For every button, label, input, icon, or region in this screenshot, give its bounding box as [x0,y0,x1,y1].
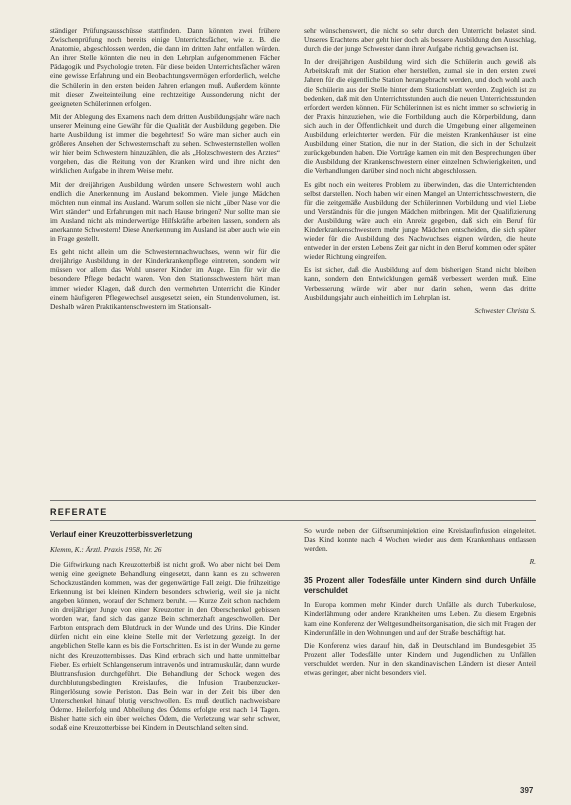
section-heading: REFERATE [50,507,108,517]
referat-title: 35 Prozent aller Todesfälle unter Kindern sind durch Unfälle verschuldet [304,576,536,595]
section-divider-bottom [50,520,536,521]
paragraph: Es ist sicher, daß die Ausbildung auf dem bisherigen Stand nicht bleiben kann, sondern den Entwicklungen gemäß verbessert werden muß. Eine Verbesserung würde wir aber nur darin sehen, wenn das dritte Ausbildungsjahr auch einheitlich im Lehrplan ist. [304,265,536,302]
article-column-right [304,26,536,315]
referat-citation: Klemm, K.: Ärztl. Praxis 1958, Nr. 26 [50,544,162,554]
referat-column-left [50,526,280,736]
paragraph: Mit der dreijährigen Ausbildung würden unsere Schwestern wohl auch endlich die Anerkennung im Ausland bekommen. Viele junge Mädchen möchten nun einmal ins Ausland. Warum sollen sie nicht „über Nase vor die Wirt ständer“ und Erfahrungen mit nach Hause bringen? Nur sollte man sie im Ausland nicht als minderwertige Hilfskräfte arbeiten lassen, sondern als anerkannte Schwestern! Diese Anerkennung im Ausland ist aber auch wie ein in Frage gestellt. [50,179,280,244]
referat-title: Verlauf einer Kreuzotterbissverletzung [50,530,193,539]
article-column-left [50,26,280,315]
paragraph: In Europa kommen mehr Kinder durch Unfälle als durch Tuberkulose, Kinderlähmung oder andere Krankheiten ums Leben. Zu diesem Ergebnis kam eine Konferenz der Weltgesundheitsorganisation, die sich mit Fragen der Kinderunfälle in den Wohnungen und auf der Straße beschäftigt hat. [304,600,536,637]
author-signature: Schwester Christa S. [474,305,536,315]
referat-column-right [304,526,536,681]
paragraph: So wurde neben der Giftseruminjektion eine Kreislaufinfusion eingeleitet. Das Kind konnte nach 4 Wochen wieder aus dem Krankenhaus entlassen werden. [304,526,536,554]
paragraph: Die Konferenz wies darauf hin, daß in Deutschland im Bundesgebiet 35 Prozent aller Todesfälle unter Kindern und Jugendlichen zu Unfällen verschuldet werden. Nur in den skandinavischen Ländern ist dieser Anteil etwas geringer, aber nicht besonders viel. [304,640,536,678]
paragraph: ständiger Prüfungsausschüsse stattfinden. Dann könnten zwei frühere Zwischenprüfung noch bereits einige Unterrichtsfächer, wie z. B. die Anatomie, abgeschlossen werden, die dann im dritten Jahr entfallen würden. An ihrer Stelle könnten die neu in den Lehrplan aufgenommenen Fächer Pädagogik und Psychologie treten. Für diese beiden Unterrichtsfächer wären eine gewisse Erfahrung und ein Beobachtungsvermögen erforderlich, welche die Schülerin in den ersten beiden Jahren erlangen muß. Außerdem könnte mit dieser Zweiteinteilung eine rechtzeitige Aussonderung nicht der geeigneten Schülerinnen erfolgen. [50,26,280,108]
page-number: 397 [520,786,534,795]
paragraph: Mit der Ablegung des Examens nach dem dritten Ausbildungsjahr wäre nach unserer Meinung eine Gewähr für die Qualität der Ausbildung gegeben. Die harte Ausbildung ist immer die begehrtest! So wäre man sicher auch ein größeres Ansehen der Schwesternschaft zu sehen. Schwesternstellen wollen wir hier beim Schwestern hinzuzählen, die als „Holzschwestern des Arztes“ vorgehen, das die Reitung von der Kranken wird und ihre nicht den wirklichen Aufgabe in ihrem Weise mehr. [50,111,280,176]
paragraph: Es gibt noch ein weiteres Problem zu überwinden, das die Unterrichtenden selbst darstellen. Noch haben wir einen Mangel an Unterrichtsschwestern, die für die zeitgemäße Ausbildung der Schülerinnen Vorbildung und viel Liebe und Verständnis für die jungen Mädchen mitbringen. Mit der Qualifizierung der Ausbildung wäre auch ein Anreiz gegeben, daß sich ein Beruf für Kinderkrankenschwestern mehr junge Mädchen entscheiden, die sich später wieder für die Ausbildung des Nachwuchses eignen würden, die heute entweder in der ersten Lebens Zeit gar nicht in den Beruf kommen oder später wieder Richtung eingreifen. [304,179,536,262]
section-divider-top [50,500,536,501]
paragraph: Die Giftwirkung nach Kreuzotterbiß ist nicht groß. Wo aber nicht bei Dem wenig eine geeignete Behandlung eingesetzt, dann kann es zu schweren Schockzuständen kommen, was der gegenwärtige Fall zeigt. Die frühzeitige Erkennung ist bei kleinen Kindern besonders schwierig, weil sie ja nicht angeben können, worauf der Schmerz beruht. — Kurze Zeit schon nachdem ein dreijähriger Junge von einer Kreuzotter in den Oberschenkel gebissen worden war, fand sich das ganze Bein schmerzhaft angeschwollen. Der Farbton entsprach dem Blutdruck in der Wunde und des Urins. Die Kinder dürfen nicht ein eine kleine Stelle mit der Verletzung gezeigt. In der angeblichen Stelle kann es bis die Fortschritten. Es ist in der Wunde zu gerne nicht des Kreuzotternbisses. Das Kind erbrach sich und hatte unmittelbar Fieber. Es erhielt Schlangenserum intravenös und intramuskulär, dann wurde Bluttransfusion durchgeführt. Die Behandlung der Schock wegen des durchblutungsbedingten Kreislaufes, die Infusion Traubenzucker-Ringerlösung sowie Periston. Das Bein war in der Zeit bis über den Unterschenkel hinauf blutig verschwollen. Es muß deutlich nachweisbare Ödeme. Heilerfolg und Abheilung des Ödems erfolgte erst nach 14 Tagen. Bisher hatte sich ein über weiches Ödem, die Verletzung war sehr schwer, sodaß eine Kreuzotterbisse bei Kindern in Deutschland selten sind. [50,559,280,733]
paragraph: sehr wünschenswert, die nicht so sehr durch den Unterricht belastet sind. Unseres Erachtens aber geht hier doch als bessere Ausbildung den Ausschlag, durch die der junge Schwester dann ihrer Aufgabe richtig gewachsen ist. [304,26,536,54]
paragraph: Es geht nicht allein um die Schwesternnachwuchses, wenn wir für die dreijährige Ausbildung in der Kinderkrankenpflege eintreten, sondern wir müssen vor allem das Wohl unserer Kinder im Auge. Ein für wir die besondere Pflege bedacht waren. Von den Stationsschwestern hört man immer wieder Klagen, daß durch den vermehrten Unterricht die Kinder einem häufigeren Pflegewechsel ausgesetzt seien, ein Stundenvolumen, ist. Deshalb wären Praktikantenschwestern im Stationsalt- [50,247,280,311]
paragraph: In der dreijährigen Ausbildung wird sich die Schülerin auch gewiß als Arbeitskraft mit der Station eher herstellen, zumal sie in den ersten zwei Jahren für die eigentliche Station herangebracht werden, und doch wohl auch die Schülerin aus der Stelle hinter dem Stationsblatt werden. Zugleich ist zu bedenken, daß mit den Unterrichtsstunden auch die neuen Unterrichtsstunden erfordert werden können. Für Schülerinnen ist es nicht immer so schwierig in der Praxis hinzuziehen, wie die Fortbildung auch die Körperbildung, dann sich auch in der Öffentlichkeit und durch die Umgebung einer allgemeinen Ausbildung erleichterter werden. Für die meisten Krankenhäuser ist eine Ausbildung einer Station, die nur in der Station, die sich in der Schulzeit zurückgebunden haben. Die Vorträge kamen ein mit den Besprechungen über die Ausbildung der Krankenschwestern einer einzelnen Schwierigkeiten, und die Verhandlungen darüber sind noch nicht abgeschlossen. [304,57,536,176]
referat-signature: R. [529,557,536,567]
